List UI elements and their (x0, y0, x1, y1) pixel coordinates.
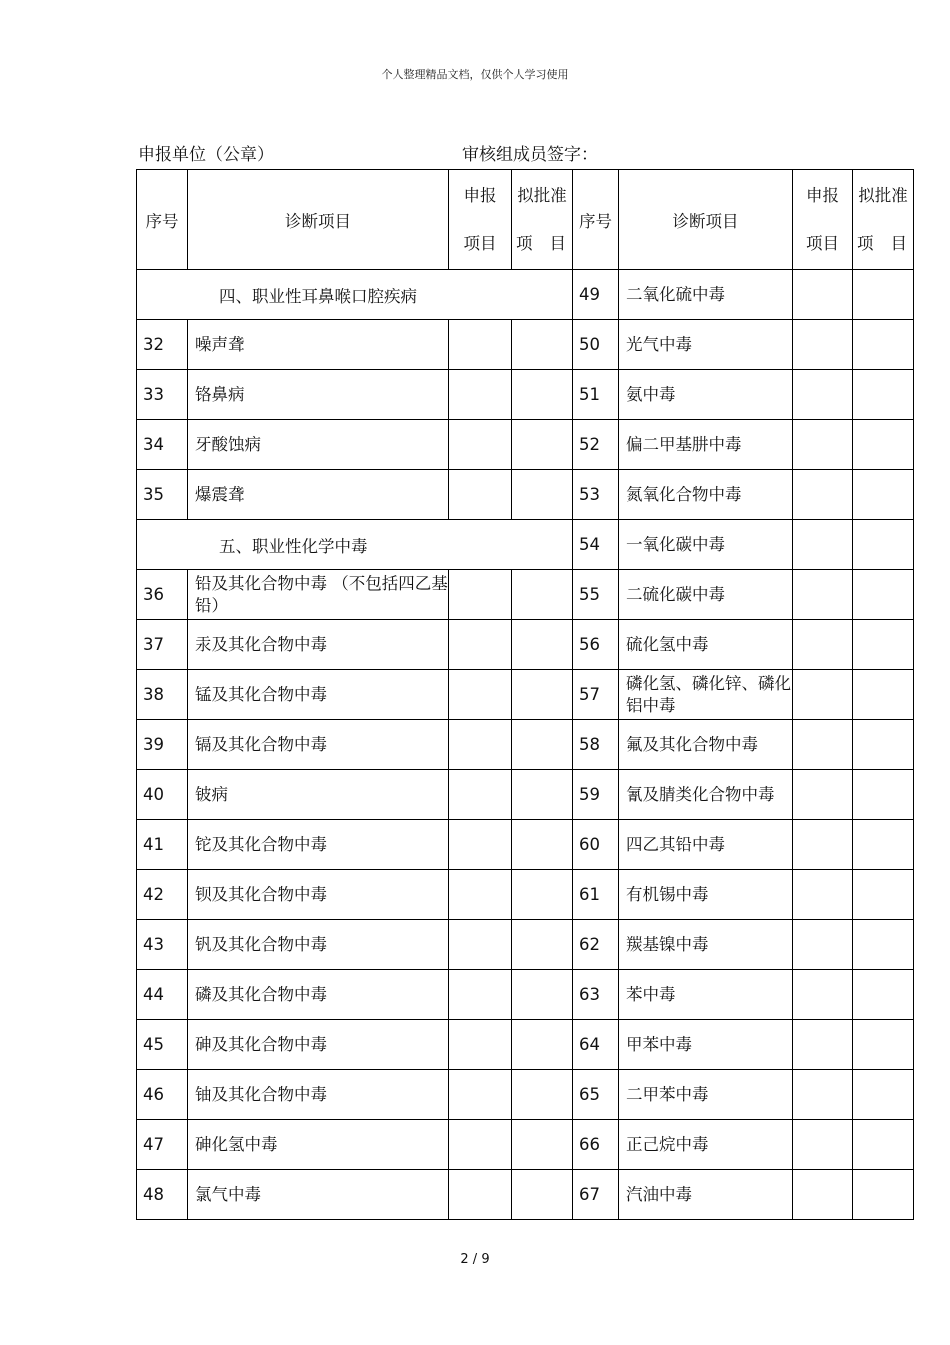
apply-check-cell[interactable] (449, 820, 512, 870)
apply-check-cell[interactable] (793, 1070, 853, 1120)
header-apply-left (449, 170, 512, 270)
table-row (137, 320, 914, 370)
apply-check-cell[interactable] (793, 570, 853, 620)
item-name: 氮氧化合物中毒 (619, 470, 793, 520)
header-no-left: 序号 (137, 170, 188, 270)
table-row (137, 870, 914, 920)
table-row (137, 420, 914, 470)
section-heading: 四、职业性耳鼻喉口腔疾病 (137, 270, 573, 320)
apply-check-cell[interactable] (793, 870, 853, 920)
apply-check-cell[interactable] (449, 420, 512, 470)
item-name: 羰基镍中毒 (619, 920, 793, 970)
item-name: 苯中毒 (619, 970, 793, 1020)
item-name: 砷化氢中毒 (188, 1120, 449, 1170)
apply-check-cell[interactable] (449, 570, 512, 620)
table-row (137, 770, 914, 820)
item-name: 硫化氢中毒 (619, 620, 793, 670)
approve-check-cell[interactable] (853, 970, 914, 1020)
item-name: 铅及其化合物中毒 （不包括四乙基铅） (188, 570, 449, 620)
item-number: 49 (573, 270, 619, 320)
approve-check-cell[interactable] (853, 1170, 914, 1220)
item-name: 钒及其化合物中毒 (188, 920, 449, 970)
apply-check-cell[interactable] (449, 1120, 512, 1170)
table-row (137, 1070, 914, 1120)
header-apply-right (793, 170, 853, 270)
item-number: 48 (137, 1170, 188, 1220)
item-name: 牙酸蚀病 (188, 420, 449, 470)
item-name: 氟及其化合物中毒 (619, 720, 793, 770)
item-number: 35 (137, 470, 188, 520)
header-approve-line2a: 项 (516, 233, 533, 253)
apply-check-cell[interactable] (793, 820, 853, 870)
item-number: 34 (137, 420, 188, 470)
approve-check-cell[interactable] (512, 1020, 573, 1070)
item-name: 磷及其化合物中毒 (188, 970, 449, 1020)
header-item-right: 诊断项目 (619, 170, 793, 270)
item-name: 铀及其化合物中毒 (188, 1070, 449, 1120)
table-row (137, 1120, 914, 1170)
item-number: 62 (573, 920, 619, 970)
header-apply-line1: 申报 (806, 185, 839, 205)
item-number: 65 (573, 1070, 619, 1120)
header-apply-line2: 项目 (463, 233, 497, 253)
approve-check-cell[interactable] (853, 420, 914, 470)
apply-check-cell[interactable] (449, 920, 512, 970)
item-name: 四乙其铅中毒 (619, 820, 793, 870)
item-number: 61 (573, 870, 619, 920)
approve-check-cell[interactable] (512, 670, 573, 720)
item-name: 铍病 (188, 770, 449, 820)
approve-check-cell[interactable] (853, 520, 914, 570)
item-number: 59 (573, 770, 619, 820)
item-name: 砷及其化合物中毒 (188, 1020, 449, 1070)
table-row (137, 720, 914, 770)
item-number: 54 (573, 520, 619, 570)
apply-check-cell[interactable] (449, 870, 512, 920)
item-name: 二甲苯中毒 (619, 1070, 793, 1120)
apply-check-cell[interactable] (793, 620, 853, 670)
item-name: 正己烷中毒 (619, 1120, 793, 1170)
apply-check-cell[interactable] (449, 620, 512, 670)
item-number: 46 (137, 1070, 188, 1120)
table-row (137, 270, 914, 320)
item-number: 42 (137, 870, 188, 920)
approve-check-cell[interactable] (853, 870, 914, 920)
approve-check-cell[interactable] (853, 370, 914, 420)
apply-check-cell[interactable] (793, 970, 853, 1020)
table-row (137, 520, 914, 570)
apply-check-cell[interactable] (793, 520, 853, 570)
page-number: 2 / 9 (460, 1252, 490, 1267)
item-name: 氰及腈类化合物中毒 (619, 770, 793, 820)
item-number: 43 (137, 920, 188, 970)
item-number: 32 (137, 320, 188, 370)
section-heading: 五、职业性化学中毒 (137, 520, 573, 570)
apply-check-cell[interactable] (449, 1170, 512, 1220)
item-name: 镉及其化合物中毒 (188, 720, 449, 770)
item-name: 氨中毒 (619, 370, 793, 420)
approve-check-cell[interactable] (512, 420, 573, 470)
item-number: 51 (573, 370, 619, 420)
approve-check-cell[interactable] (512, 920, 573, 970)
approve-check-cell[interactable] (512, 620, 573, 670)
apply-check-cell[interactable] (449, 370, 512, 420)
item-number: 39 (137, 720, 188, 770)
item-number: 40 (137, 770, 188, 820)
item-number: 47 (137, 1120, 188, 1170)
item-number: 44 (137, 970, 188, 1020)
item-number: 55 (573, 570, 619, 620)
apply-check-cell[interactable] (793, 370, 853, 420)
approve-check-cell[interactable] (512, 820, 573, 870)
header-approve-line1: 拟批准 (858, 185, 908, 205)
approve-check-cell[interactable] (853, 1070, 914, 1120)
item-number: 50 (573, 320, 619, 370)
apply-check-cell[interactable] (449, 1070, 512, 1120)
reviewers-signature-label: 审核组成员签字： (462, 145, 598, 165)
approve-check-cell[interactable] (853, 320, 914, 370)
approve-check-cell[interactable] (512, 320, 573, 370)
item-number: 56 (573, 620, 619, 670)
item-number: 58 (573, 720, 619, 770)
approve-check-cell[interactable] (853, 620, 914, 670)
approve-check-cell[interactable] (512, 1120, 573, 1170)
apply-check-cell[interactable] (793, 720, 853, 770)
approve-check-cell[interactable] (853, 670, 914, 720)
item-number: 38 (137, 670, 188, 720)
applicant-label: 申报单位（公章） (138, 145, 274, 165)
item-name: 氯气中毒 (188, 1170, 449, 1220)
approve-check-cell[interactable] (853, 470, 914, 520)
diagnosis-items-table (136, 169, 914, 1220)
approve-check-cell[interactable] (853, 770, 914, 820)
apply-check-cell[interactable] (449, 970, 512, 1020)
approve-check-cell[interactable] (512, 720, 573, 770)
apply-check-cell[interactable] (449, 470, 512, 520)
table-row (137, 1020, 914, 1070)
item-number: 45 (137, 1020, 188, 1070)
header-approve-left (512, 170, 573, 270)
item-name: 铊及其化合物中毒 (188, 820, 449, 870)
header-approve-line2a: 项 (857, 233, 874, 253)
apply-check-cell[interactable] (793, 920, 853, 970)
item-number: 37 (137, 620, 188, 670)
header-note: 个人整理精品文档，仅供个人学习使用 (381, 68, 569, 81)
header-apply-line2: 项目 (806, 233, 839, 253)
table-row (137, 970, 914, 1020)
table-row (137, 620, 914, 670)
item-number: 53 (573, 470, 619, 520)
item-number: 52 (573, 420, 619, 470)
apply-check-cell[interactable] (793, 470, 853, 520)
item-name: 噪声聋 (188, 320, 449, 370)
apply-check-cell[interactable] (449, 770, 512, 820)
approve-check-cell[interactable] (512, 370, 573, 420)
apply-check-cell[interactable] (793, 320, 853, 370)
header-apply-line1: 申报 (463, 185, 497, 205)
table-row (137, 570, 914, 620)
item-name: 锰及其化合物中毒 (188, 670, 449, 720)
item-number: 41 (137, 820, 188, 870)
table-row (137, 370, 914, 420)
item-name: 有机锡中毒 (619, 870, 793, 920)
apply-check-cell[interactable] (449, 320, 512, 370)
item-name: 二氧化硫中毒 (619, 270, 793, 320)
header-item-left: 诊断项目 (188, 170, 449, 270)
header-no-right: 序号 (573, 170, 619, 270)
table-row (137, 1170, 914, 1220)
item-number: 57 (573, 670, 619, 720)
item-number: 33 (137, 370, 188, 420)
item-number: 66 (573, 1120, 619, 1170)
approve-check-cell[interactable] (512, 1070, 573, 1120)
apply-check-cell[interactable] (449, 720, 512, 770)
table-row (137, 820, 914, 870)
approve-check-cell[interactable] (512, 1170, 573, 1220)
apply-check-cell[interactable] (793, 670, 853, 720)
header-approve-line1: 拟批准 (517, 185, 567, 205)
item-name: 铬鼻病 (188, 370, 449, 420)
approve-check-cell[interactable] (512, 870, 573, 920)
apply-check-cell[interactable] (793, 270, 853, 320)
approve-check-cell[interactable] (512, 770, 573, 820)
item-name: 爆震聋 (188, 470, 449, 520)
approve-check-cell[interactable] (853, 570, 914, 620)
item-name: 磷化氢、磷化锌、磷化铝中毒 (619, 670, 793, 720)
header-approve-right (853, 170, 914, 270)
item-name: 汽油中毒 (619, 1170, 793, 1220)
item-number: 63 (573, 970, 619, 1020)
apply-check-cell[interactable] (793, 1120, 853, 1170)
approve-check-cell[interactable] (512, 570, 573, 620)
approve-check-cell[interactable] (853, 820, 914, 870)
item-name: 光气中毒 (619, 320, 793, 370)
item-name: 钡及其化合物中毒 (188, 870, 449, 920)
item-name: 二硫化碳中毒 (619, 570, 793, 620)
table-header-row (137, 170, 914, 270)
header-approve-line2b: 目 (549, 233, 566, 253)
item-number: 36 (137, 570, 188, 620)
apply-check-cell[interactable] (793, 770, 853, 820)
apply-check-cell[interactable] (793, 1020, 853, 1070)
approve-check-cell[interactable] (512, 970, 573, 1020)
apply-check-cell[interactable] (449, 1020, 512, 1070)
table-row (137, 920, 914, 970)
approve-check-cell[interactable] (853, 720, 914, 770)
item-number: 60 (573, 820, 619, 870)
approve-check-cell[interactable] (853, 1120, 914, 1170)
approve-check-cell[interactable] (512, 470, 573, 520)
table-row (137, 670, 914, 720)
apply-check-cell[interactable] (449, 670, 512, 720)
item-number: 67 (573, 1170, 619, 1220)
item-number: 64 (573, 1020, 619, 1070)
item-name: 一氧化碳中毒 (619, 520, 793, 570)
approve-check-cell[interactable] (853, 920, 914, 970)
approve-check-cell[interactable] (853, 1020, 914, 1070)
apply-check-cell[interactable] (793, 1170, 853, 1220)
item-name: 甲苯中毒 (619, 1020, 793, 1070)
table-row (137, 470, 914, 520)
approve-check-cell[interactable] (853, 270, 914, 320)
apply-check-cell[interactable] (793, 420, 853, 470)
item-name: 偏二甲基肼中毒 (619, 420, 793, 470)
item-name: 汞及其化合物中毒 (188, 620, 449, 670)
header-approve-line2b: 目 (890, 233, 907, 253)
